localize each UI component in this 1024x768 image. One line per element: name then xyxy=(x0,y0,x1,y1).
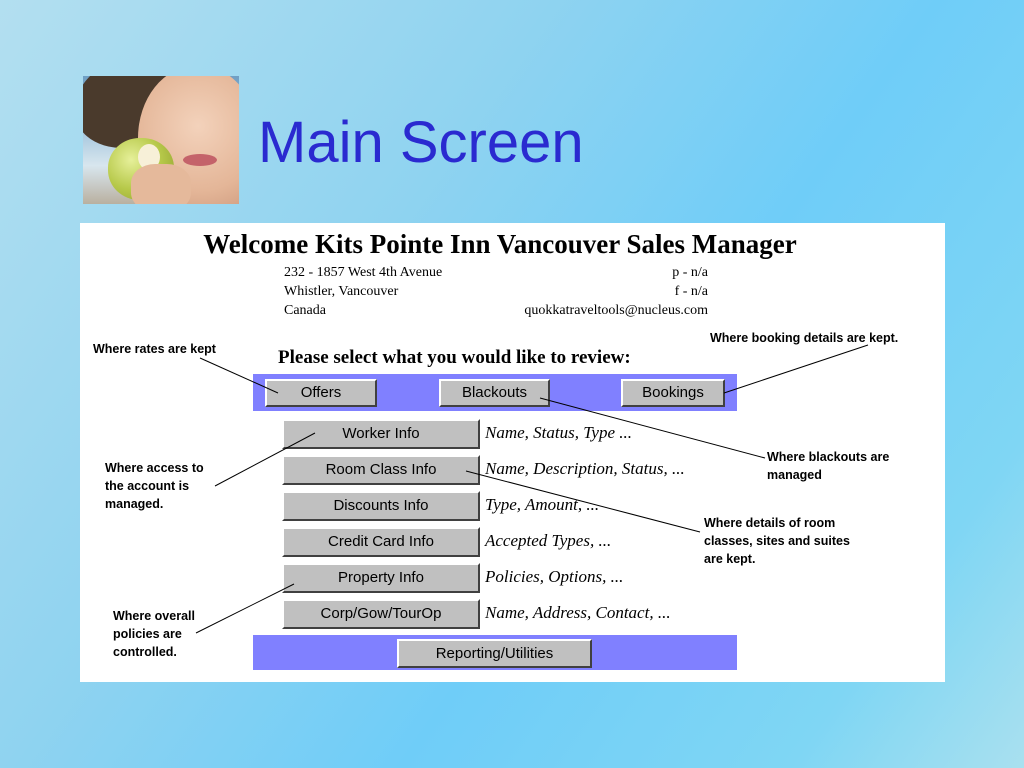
review-prompt: Please select what you would like to review: xyxy=(278,347,631,368)
address-line3: Canada xyxy=(284,303,326,318)
reporting-utilities-button[interactable]: Reporting/Utilities xyxy=(397,639,592,668)
callout-booking: Where booking details are kept. xyxy=(710,331,899,345)
woman-eating-apple-photo xyxy=(83,76,239,204)
callout-rates: Where rates are kept xyxy=(93,342,216,356)
callout-policies: Where overall policies are controlled. xyxy=(113,609,195,659)
bookings-button[interactable]: Bookings xyxy=(621,379,725,407)
worker-info-desc: Name, Status, Type ... xyxy=(485,423,633,442)
discounts-info-button[interactable]: Discounts Info xyxy=(282,491,480,521)
corp-gow-tourop-desc: Name, Address, Contact, ... xyxy=(485,603,671,622)
room-class-info-button[interactable]: Room Class Info xyxy=(282,455,480,485)
fax-value: f - n/a xyxy=(674,284,708,299)
app-heading: Welcome Kits Pointe Inn Vancouver Sales Manager xyxy=(203,229,797,259)
property-info-button[interactable]: Property Info xyxy=(282,563,480,593)
credit-card-info-desc: Accepted Types, ... xyxy=(485,531,612,550)
discounts-info-desc: Type, Amount, ... xyxy=(485,495,600,514)
worker-info-button[interactable]: Worker Info xyxy=(282,419,480,449)
credit-card-info-button[interactable]: Credit Card Info xyxy=(282,527,480,557)
slide-title: Main Screen xyxy=(258,110,584,175)
address-block xyxy=(284,263,442,320)
corp-gow-tourop-button[interactable]: Corp/Gow/TourOp xyxy=(282,599,480,629)
address-line2: Whistler, Vancouver xyxy=(284,284,399,299)
room-class-info-desc: Name, Description, Status, ... xyxy=(485,459,685,478)
email-link[interactable]: quokkatraveltools@nucleus.com xyxy=(524,303,708,318)
callout-blackouts: Where blackouts are managed xyxy=(767,450,890,482)
blackouts-button[interactable]: Blackouts xyxy=(439,379,550,407)
property-info-desc: Policies, Options, ... xyxy=(485,567,624,586)
address-line1: 232 - 1857 West 4th Avenue xyxy=(284,265,443,280)
offers-button[interactable]: Offers xyxy=(265,379,377,407)
callout-access: Where access to the account is managed. xyxy=(105,461,204,511)
callout-room-classes: Where details of room classes, sites and suites are kept. xyxy=(704,516,850,566)
contact-block xyxy=(460,263,708,320)
phone-value: p - n/a xyxy=(672,265,708,280)
